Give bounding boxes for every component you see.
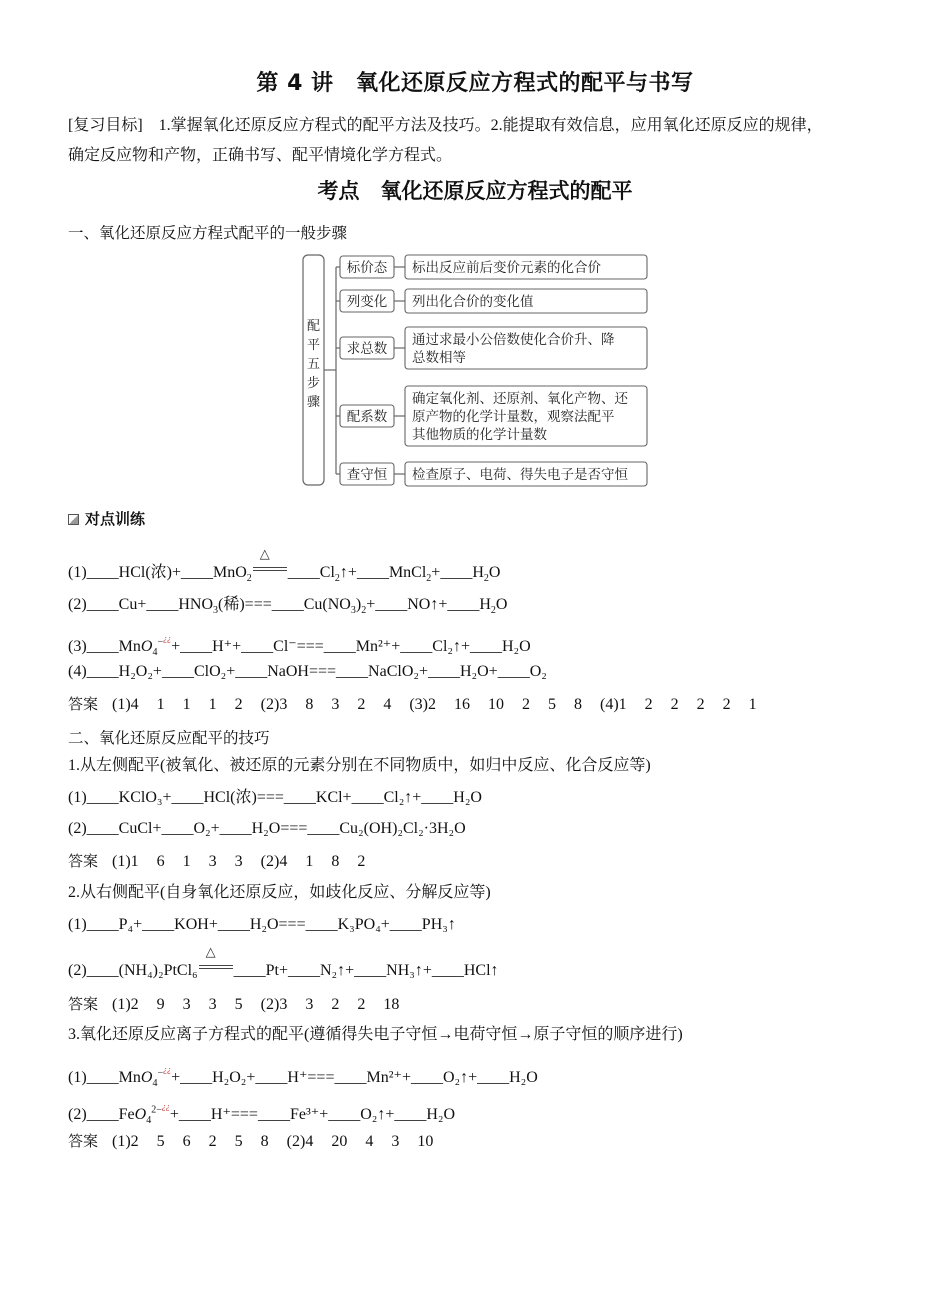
answer-2: 答案 (1)1 6 1 3 3 (2)4 1 8 2 xyxy=(68,852,366,870)
heating-symbol: △ xyxy=(252,562,288,584)
step-description xyxy=(405,327,647,369)
step-description xyxy=(405,289,647,313)
step-label: 列变化 xyxy=(346,294,388,310)
root-char: 五 xyxy=(306,357,321,372)
step-description-line: 其他物质的化学计量数 xyxy=(412,427,547,443)
section-2-heading: 二、氧化还原反应配平的技巧 xyxy=(68,729,270,747)
answer-4: 答案 (1)2 5 6 2 5 8 (2)4 20 4 3 10 xyxy=(68,1132,434,1150)
step-description-line: 原产物的化学计量数，观察法配平 xyxy=(412,409,615,425)
exercise-1-4: (4)____H₂O₂+____ClO₂+____NaOH===____NaClO₂+____H₂O+____O₂ xyxy=(68,663,547,680)
technique-3-q1: (1)____MnO$_4$−¿¿+____H₂O₂+____H⁺===____Mn²⁺+____O₂↑+____H₂O xyxy=(68,1065,538,1090)
answer-text: (1)2 5 6 2 5 8 (2)4 20 4 3 10 xyxy=(112,1133,434,1150)
review-goals xyxy=(68,111,898,171)
step-description xyxy=(405,255,647,279)
step-description xyxy=(405,386,647,446)
technique-1-q2: (2)____CuCl+____O₂+____H₂O===____Cu₂(OH)₂Cl₂·3H₂O xyxy=(68,820,466,837)
review-label: [复习目标] xyxy=(68,117,143,134)
step-1 xyxy=(340,256,394,278)
technique-2-q2: (2)____(NH₄)₂PtCl₆ △ ____Pt+____N₂↑+____NH₃↑+____HCl↑ xyxy=(68,960,499,982)
step-label: 配系数 xyxy=(346,409,388,425)
technique-3-heading: 3.氧化还原反应离子方程式的配平(遵循得失电子守恒→电荷守恒→原子守恒的顺序进行) xyxy=(68,1026,683,1043)
technique-2-heading: 2.从右侧配平(自身氧化还原反应，如歧化反应、分解反应等) xyxy=(68,884,491,901)
training-icon xyxy=(68,514,79,525)
step-description-line: 总数相等 xyxy=(412,350,466,366)
step-label: 求总数 xyxy=(346,341,388,357)
page-title: 第 4 讲 氧化还原反应方程式的配平与书写 xyxy=(256,71,694,96)
step-5 xyxy=(340,463,394,485)
step-description-line: 标出反应前后变价元素的化合价 xyxy=(412,260,601,276)
training-label: 对点训练 xyxy=(85,510,146,528)
answer-text: (1)2 9 3 3 5 (2)3 3 2 2 18 xyxy=(112,996,400,1013)
step-description-line: 检查原子、电荷、得失电子是否守恒 xyxy=(412,467,628,483)
exercise-1-2: $(2)\_\_\_\_Cu+\_\_\_\_HNO_3$(稀)$===\_\_\_\_Cu(NO_3)_2+\_\_\_\_NO↑+\_\_\_\_H_2O$ xyxy=(68,596,508,617)
root-char: 骤 xyxy=(306,395,321,410)
root-char: 平 xyxy=(306,338,321,353)
balancing-steps-diagram xyxy=(302,252,652,490)
step-label: 查守恒 xyxy=(346,467,388,483)
technique-2-q1: (1)____P₄+____KOH+____H₂O===____K₃PO₄+____PH₃↑ xyxy=(68,916,456,933)
heating-symbol: △ xyxy=(198,960,234,982)
step-label: 标价态 xyxy=(346,260,388,276)
step-description-line: 通过求最小公倍数使化合价升、降 xyxy=(412,332,615,348)
review-text: 1.掌握氧化还原反应方程式的配平方法及技巧。2.能提取有效信息，应用氧化还原反应的规律， xyxy=(142,117,823,134)
exam-point-title: 考点 氧化还原反应方程式的配平 xyxy=(317,179,633,203)
technique-1-q1: (1)____KClO₃+____HCl(浓)===____KCl+____Cl₂↑+____H₂O xyxy=(68,789,482,806)
root-char: 配 xyxy=(306,319,321,334)
root-char: 步 xyxy=(306,376,321,391)
review-text-2: 确定反应物和产物，正确书写、配平情境化学方程式。 xyxy=(68,147,453,164)
answer-3: 答案 (1)2 9 3 3 5 (2)3 3 2 2 18 xyxy=(68,995,400,1013)
answer-1 xyxy=(68,693,757,715)
answer-text: (1)1 6 1 3 3 (2)4 1 8 2 xyxy=(112,853,366,870)
step-4 xyxy=(340,405,394,427)
technique-1-heading: 1.从左侧配平(被氧化、被还原的元素分别在不同物质中，如归中反应、化合反应等) xyxy=(68,757,651,774)
answer-text: (1)4 1 1 1 2 (2)3 8 3 2 4 (3)2 16 10 2 5 8 (4)1 2 2 2 2 1 xyxy=(112,696,757,713)
step-description-line: 确定氧化剂、还原剂、氧化产物、还 xyxy=(412,391,628,407)
answer-label: 答案 xyxy=(68,695,99,713)
step-description xyxy=(405,462,647,486)
section-1-heading: 一、氧化还原反应方程式配平的一般步骤 xyxy=(68,224,348,242)
step-3 xyxy=(340,337,394,359)
technique-3-q2: (2)____FeO$_4^{2-¿¿}$+____H⁺===____Fe³⁺+____O₂↑+____H₂O xyxy=(68,1102,456,1127)
diagram-root-label xyxy=(307,319,320,410)
training-heading xyxy=(68,508,145,529)
exercise-1-1: (1)____HCl(浓)+____MnO$_2$ △ $\_\_\_\_Cl_2↑+\_\_\_\_MnCl_2+\_\_\_\_H_2O$ xyxy=(68,546,501,585)
step-2 xyxy=(340,290,394,312)
step-description-line: 列出化合价的变化值 xyxy=(412,294,534,310)
exercise-1-3: (3)____MnO$_4$−¿¿+____H⁺+____Cl⁻===____Mn²⁺+____Cl₂↑+____H₂O xyxy=(68,634,531,659)
